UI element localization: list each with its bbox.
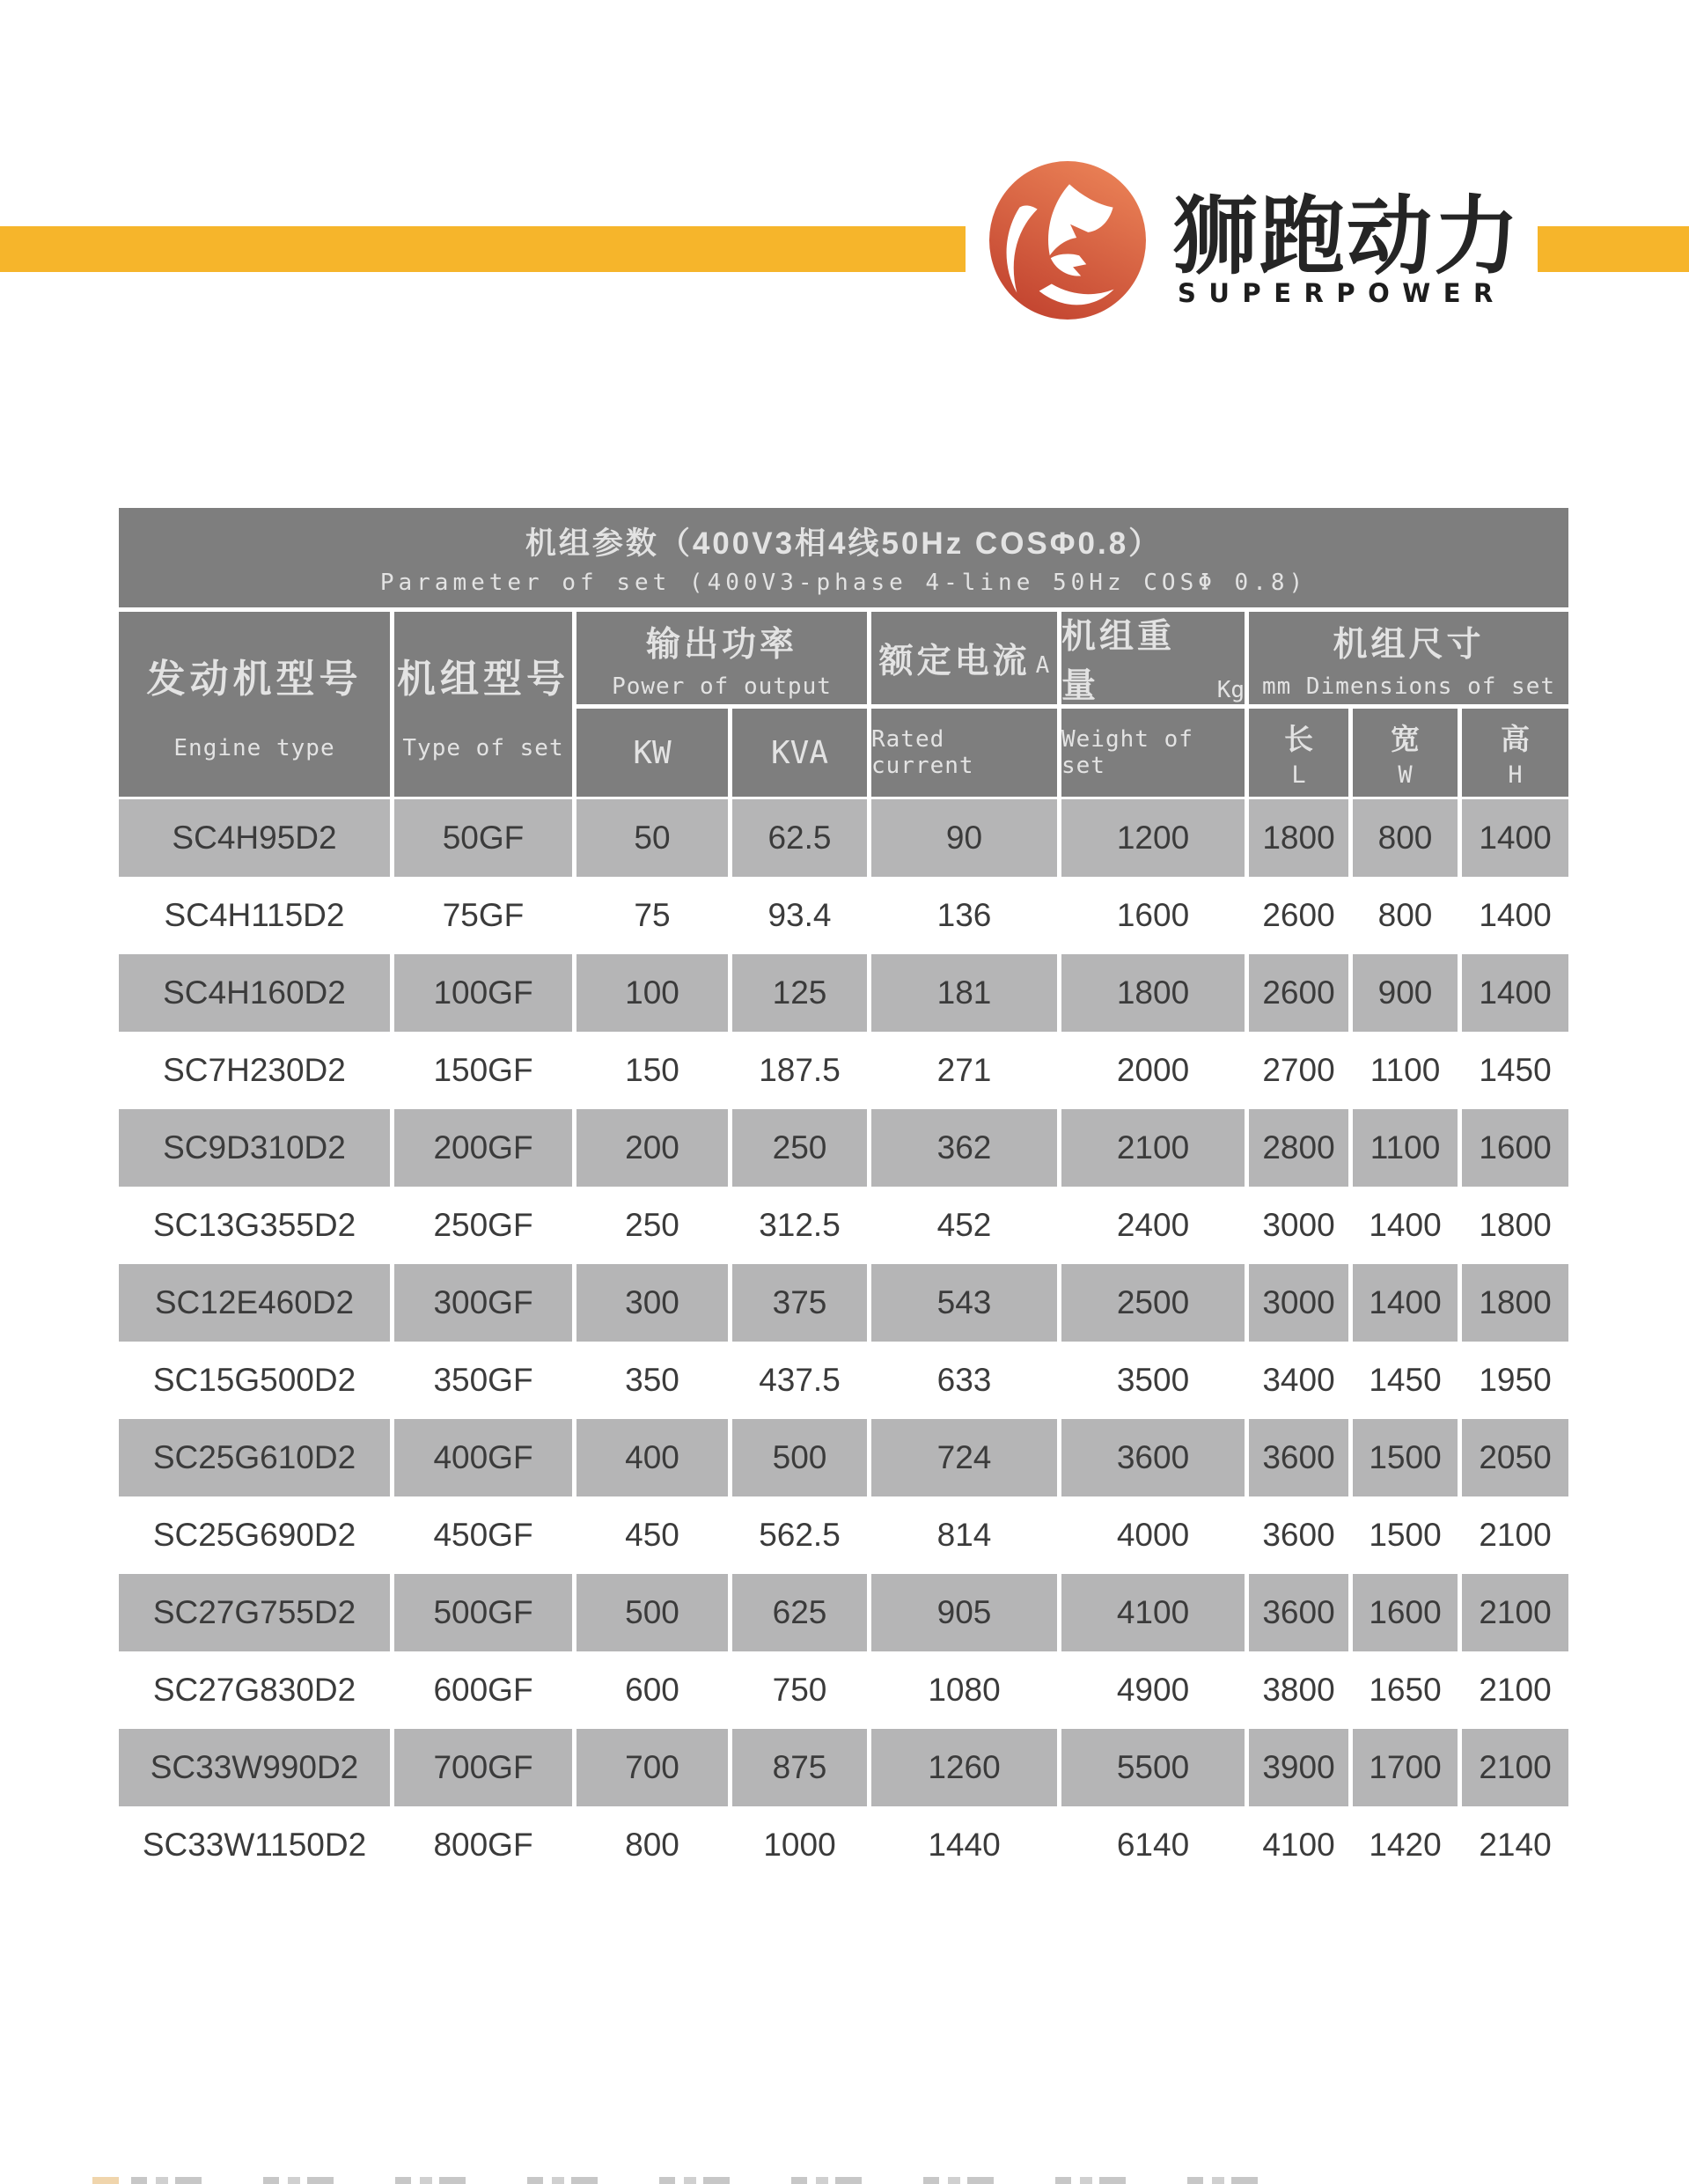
table-cell: 2400 [1061, 1187, 1245, 1264]
power-cn: 输出功率 [645, 625, 797, 664]
table-cell: 3800 [1249, 1651, 1348, 1729]
table-cell: 1800 [1249, 799, 1348, 877]
col-header-weight-en [1061, 709, 1245, 797]
table-cell: 2600 [1249, 954, 1348, 1032]
table-cell: 2600 [1249, 877, 1348, 954]
set-type-en: Type of set [402, 735, 564, 761]
table-cell: 1260 [871, 1729, 1057, 1806]
table-cell: 350GF [394, 1342, 572, 1419]
table-cell: 1400 [1462, 799, 1568, 877]
banner-yellow-bar-left [0, 226, 966, 272]
table-cell: 450 [576, 1496, 728, 1574]
table-row [119, 1264, 1568, 1342]
table-cell: 633 [871, 1342, 1057, 1419]
table-cell: SC4H160D2 [119, 954, 390, 1032]
table-cell: 900 [1353, 954, 1458, 1032]
table-cell: 187.5 [732, 1032, 867, 1109]
table-cell: 400 [576, 1419, 728, 1496]
table-cell: 600 [576, 1651, 728, 1729]
table-row [119, 1109, 1568, 1187]
table-cell: 875 [732, 1729, 867, 1806]
table-header [119, 612, 1568, 797]
table-cell: 5500 [1061, 1729, 1245, 1806]
brand-name-cn: 狮跑动力 [1172, 188, 1521, 284]
table-cell: 4900 [1061, 1651, 1245, 1729]
table-cell: 100GF [394, 954, 572, 1032]
brand-name-en: SUPERPOWER [1178, 278, 1506, 308]
col-header-current-group [871, 612, 1057, 704]
table-cell: 2100 [1061, 1109, 1245, 1187]
col-header-engine-type [119, 612, 390, 797]
table-cell: SC27G755D2 [119, 1574, 390, 1651]
table-cell: 2800 [1249, 1109, 1348, 1187]
col-header-length [1249, 709, 1348, 797]
table-cell: 150GF [394, 1032, 572, 1109]
width-en: W [1398, 761, 1413, 789]
parameter-table [119, 508, 1568, 1884]
table-cell: 562.5 [732, 1496, 867, 1574]
table-cell: 1950 [1462, 1342, 1568, 1419]
table-cell: 300 [576, 1264, 728, 1342]
table-cell: 200GF [394, 1109, 572, 1187]
table-cell: 1600 [1061, 877, 1245, 954]
table-cell: 62.5 [732, 799, 867, 877]
table-row [119, 1574, 1568, 1651]
table-cell: 3000 [1249, 1264, 1348, 1342]
col-header-set-type [394, 612, 572, 797]
table-cell: 50GF [394, 799, 572, 877]
table-cell: 2500 [1061, 1264, 1245, 1342]
engine-type-en: Engine type [173, 735, 335, 761]
length-cn: 长 [1284, 723, 1313, 755]
table-cell: SC15G500D2 [119, 1342, 390, 1419]
table-cell: 3000 [1249, 1187, 1348, 1264]
table-cell: 312.5 [732, 1187, 867, 1264]
table-cell: 1100 [1353, 1032, 1458, 1109]
table-cell: SC13G355D2 [119, 1187, 390, 1264]
table-cell: 300GF [394, 1264, 572, 1342]
table-cell: 100 [576, 954, 728, 1032]
table-cell: 3600 [1249, 1419, 1348, 1496]
table-cell: 1500 [1353, 1496, 1458, 1574]
table-cell: 2100 [1462, 1651, 1568, 1729]
table-cell: 2100 [1462, 1729, 1568, 1806]
table-cell: 200 [576, 1109, 728, 1187]
weight-cn: 机组重量 [1061, 617, 1176, 705]
current-en: Rated current [871, 726, 974, 779]
table-cell: 4000 [1061, 1496, 1245, 1574]
kw-label: KW [633, 734, 672, 771]
table-cell: 375 [732, 1264, 867, 1342]
table-title-cn: 机组参数（400V3相4线50Hz COSΦ0.8） [525, 526, 1163, 561]
table-cell: 1650 [1353, 1651, 1458, 1729]
table-cell: SC33W990D2 [119, 1729, 390, 1806]
table-cell: SC25G690D2 [119, 1496, 390, 1574]
table-cell: 3600 [1249, 1496, 1348, 1574]
lion-logo-icon [989, 161, 1146, 320]
length-en: L [1291, 761, 1306, 789]
table-cell: 3600 [1249, 1574, 1348, 1651]
dims-en: mm Dimensions of set [1261, 673, 1556, 700]
col-header-kw [576, 709, 728, 797]
table-cell: 1700 [1353, 1729, 1458, 1806]
table-cell: SC33W1150D2 [119, 1806, 390, 1884]
col-header-power-group [576, 612, 867, 704]
table-cell: 181 [871, 954, 1057, 1032]
table-row [119, 1032, 1568, 1109]
table-cell: 814 [871, 1496, 1057, 1574]
table-row [119, 1496, 1568, 1574]
table-cell: 800 [576, 1806, 728, 1884]
table-cell: 400GF [394, 1419, 572, 1496]
table-cell: 1100 [1353, 1109, 1458, 1187]
table-cell: 50 [576, 799, 728, 877]
kva-label: KVA [770, 734, 829, 771]
table-cell: 1800 [1462, 1187, 1568, 1264]
table-cell: 362 [871, 1109, 1057, 1187]
table-cell: 150 [576, 1032, 728, 1109]
table-cell: SC4H115D2 [119, 877, 390, 954]
table-cell: 4100 [1061, 1574, 1245, 1651]
table-cell: 1600 [1462, 1109, 1568, 1187]
table-cell: 625 [732, 1574, 867, 1651]
table-cell: 93.4 [732, 877, 867, 954]
height-en: H [1508, 761, 1523, 789]
table-cell: 1440 [871, 1806, 1057, 1884]
table-cell: 350 [576, 1342, 728, 1419]
table-cell: 1800 [1462, 1264, 1568, 1342]
table-cell: 250GF [394, 1187, 572, 1264]
col-header-weight-group [1061, 612, 1245, 704]
table-cell: 2100 [1462, 1496, 1568, 1574]
weight-en: Weight of set [1061, 726, 1193, 779]
table-row [119, 1806, 1568, 1884]
table-cell: 800 [1353, 877, 1458, 954]
col-header-width [1353, 709, 1458, 797]
table-cell: 1400 [1353, 1264, 1458, 1342]
table-cell: 500 [576, 1574, 728, 1651]
table-cell: 724 [871, 1419, 1057, 1496]
col-header-current-en [871, 709, 1057, 797]
table-cell: 1450 [1353, 1342, 1458, 1419]
table-row [119, 877, 1568, 954]
table-cell: 700 [576, 1729, 728, 1806]
table-body [119, 799, 1568, 1884]
table-row [119, 1187, 1568, 1264]
table-cell: 750 [732, 1651, 867, 1729]
width-cn: 宽 [1391, 723, 1420, 755]
table-cell: 500GF [394, 1574, 572, 1651]
table-cell: 1200 [1061, 799, 1245, 877]
table-cell: 1000 [732, 1806, 867, 1884]
table-cell: 1600 [1353, 1574, 1458, 1651]
table-cell: 800 [1353, 799, 1458, 877]
table-title [119, 508, 1568, 607]
table-cell: SC12E460D2 [119, 1264, 390, 1342]
power-en: Power of output [612, 673, 832, 700]
banner-yellow-bar-right [1538, 226, 1689, 272]
table-cell: 437.5 [732, 1342, 867, 1419]
table-row [119, 1419, 1568, 1496]
table-cell: 2700 [1249, 1032, 1348, 1109]
table-cell: 600GF [394, 1651, 572, 1729]
table-cell: 4100 [1249, 1806, 1348, 1884]
table-row [119, 1342, 1568, 1419]
table-cell: 3900 [1249, 1729, 1348, 1806]
table-cell: 1450 [1462, 1032, 1568, 1109]
table-cell: 250 [576, 1187, 728, 1264]
table-cell: 125 [732, 954, 867, 1032]
engine-type-cn: 发动机型号 [146, 658, 363, 701]
table-cell: 1500 [1353, 1419, 1458, 1496]
table-title-en: Parameter of set (400V3-phase 4-line 50Hz COSΦ 0.8) [379, 570, 1308, 596]
table-row [119, 954, 1568, 1032]
table-cell: 75GF [394, 877, 572, 954]
table-cell: 250 [732, 1109, 867, 1187]
table-cell: 700GF [394, 1729, 572, 1806]
table-cell: 1400 [1462, 954, 1568, 1032]
table-cell: 2100 [1462, 1574, 1568, 1651]
table-cell: 450GF [394, 1496, 572, 1574]
table-cell: 500 [732, 1419, 867, 1496]
table-cell: 3500 [1061, 1342, 1245, 1419]
table-cell: 905 [871, 1574, 1057, 1651]
col-header-height [1462, 709, 1568, 797]
table-cell: SC7H230D2 [119, 1032, 390, 1109]
table-cell: 2140 [1462, 1806, 1568, 1884]
table-row [119, 799, 1568, 877]
table-cell: 1080 [871, 1651, 1057, 1729]
table-row [119, 1729, 1568, 1806]
table-cell: 1800 [1061, 954, 1245, 1032]
table-cell: 136 [871, 877, 1057, 954]
table-cell: 1400 [1462, 877, 1568, 954]
table-row [119, 1651, 1568, 1729]
set-type-cn: 机组型号 [397, 658, 569, 701]
table-cell: SC9D310D2 [119, 1109, 390, 1187]
table-cell: 75 [576, 877, 728, 954]
table-cell: 90 [871, 799, 1057, 877]
table-cell: 1400 [1353, 1187, 1458, 1264]
current-unit: A [1035, 651, 1050, 679]
table-cell: SC25G610D2 [119, 1419, 390, 1496]
table-cell: 3600 [1061, 1419, 1245, 1496]
table-cell: SC4H95D2 [119, 799, 390, 877]
weight-unit: Kg [1216, 676, 1245, 703]
table-cell: 2050 [1462, 1419, 1568, 1496]
col-header-kva [732, 709, 867, 797]
table-cell: SC27G830D2 [119, 1651, 390, 1729]
table-cell: 271 [871, 1032, 1057, 1109]
table-cell: 800GF [394, 1806, 572, 1884]
table-cell: 543 [871, 1264, 1057, 1342]
footer-clipped-text [92, 2177, 1289, 2184]
table-cell: 1420 [1353, 1806, 1458, 1884]
table-cell: 2000 [1061, 1032, 1245, 1109]
col-header-dims-group [1249, 612, 1568, 704]
table-cell: 3400 [1249, 1342, 1348, 1419]
table-cell: 452 [871, 1187, 1057, 1264]
dims-cn: 机组尺寸 [1333, 625, 1485, 664]
height-cn: 高 [1501, 723, 1530, 755]
table-cell: 6140 [1061, 1806, 1245, 1884]
current-cn: 额定电流 [878, 642, 1031, 680]
